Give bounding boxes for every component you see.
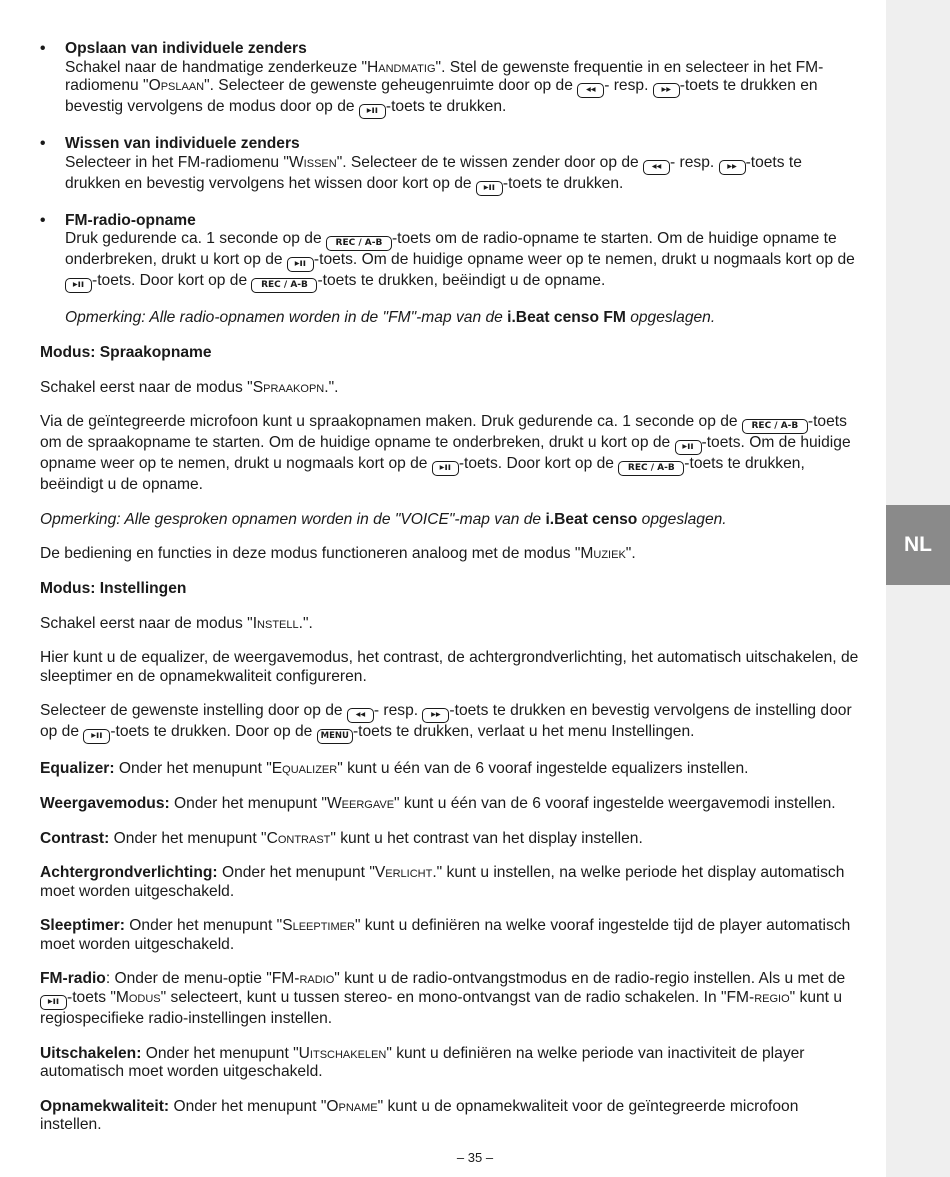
paragraph: Hier kunt u de equalizer, de weergavemodus, het contrast, de achtergrondverlichting, het automatisch uitschakelen, de sleeptimer en de opnamekwaliteit configureren. xyxy=(40,649,859,685)
page-content xyxy=(40,40,860,1151)
text: " kunt u definiëren na welke vooraf ingestelde tijd de player automatisch moet worden uitgeschakeld. xyxy=(40,917,851,953)
text: " kunt u de opnamekwaliteit voor de geïntegreerde microfoon instellen. xyxy=(40,1097,799,1134)
menu-term: Modus xyxy=(115,989,161,1007)
play-pause-button-icon: ▸ıı xyxy=(287,257,314,272)
sidebar-strip xyxy=(886,0,950,1177)
text: -toets om de spraakopname te starten. Om de huidige opname te onderbreken, drukt u kort op de xyxy=(40,413,847,452)
text: Selecteer in het FM-radiomenu " xyxy=(65,153,289,171)
text: -toets te drukken, beëindigt u de opname. xyxy=(317,272,606,290)
setting-equalizer xyxy=(40,760,860,779)
text: Onder het menupunt " xyxy=(114,760,272,778)
text: ". Selecteer de te wissen zender door op de xyxy=(336,153,644,171)
setting-sleeptimer xyxy=(40,917,860,954)
menu-term: Handmatig xyxy=(367,58,436,76)
text: Onder het menupunt " xyxy=(109,829,267,847)
paragraph xyxy=(40,379,860,398)
bullet-save-stations xyxy=(40,40,860,119)
menu-term: Muziek xyxy=(580,545,626,563)
heading-settings xyxy=(40,580,860,599)
setting-label: Contrast: xyxy=(40,829,110,847)
text: -toets te drukken. xyxy=(385,98,507,116)
text: - resp. xyxy=(670,153,719,171)
menu-term: Instell. xyxy=(252,614,303,632)
setting-label: Uitschakelen: xyxy=(40,1044,142,1062)
setting-display-mode xyxy=(40,795,860,814)
menu-term: Verlicht. xyxy=(374,864,437,882)
setting-label: Opnamekwaliteit: xyxy=(40,1097,170,1115)
text: -toets te drukken. xyxy=(502,174,624,192)
text: Via de geïntegreerde microfoon kunt u spraakopnamen maken. Druk gedurende ca. 1 seconde op de xyxy=(40,413,742,431)
text: " kunt u instellen, na welke periode het display automatisch moet worden uitgeschakeld. xyxy=(40,864,845,900)
text: " kunt u één van de 6 vooraf ingestelde equalizers instellen. xyxy=(337,760,749,778)
text: -toets. Om de huidige opname weer op te nemen, drukt u nogmaals kort op de xyxy=(313,251,855,269)
text: -toets om de radio-opname te starten. Om de huidige opname te onderbreken, drukt u kort op de xyxy=(65,230,837,269)
text: " kunt u definiëren na welke periode van inactiviteit de player automatisch moet worden uitgeschakeld. xyxy=(40,1044,805,1081)
text: -toets. Door kort op de xyxy=(92,272,252,290)
bullet-dot: • xyxy=(40,135,46,153)
paragraph xyxy=(40,545,860,564)
setting-label: Sleeptimer: xyxy=(40,917,125,935)
fast-forward-button-icon: ▸▸ xyxy=(719,160,746,175)
text: - resp. xyxy=(604,77,653,95)
rec-ab-button-icon: REC / A-B xyxy=(618,461,684,476)
text: " kunt u de radio-ontvangstmodus en de radio-regio instellen. Als u met de xyxy=(334,970,846,988)
menu-term: Wissen xyxy=(288,153,337,171)
setting-label: FM-radio xyxy=(40,970,106,988)
section-title: Modus: Spraakopname xyxy=(40,343,212,361)
text: ". Selecteer de gewenste geheugenruimte door op de xyxy=(204,77,578,95)
text: -toets te drukken, beëindigt u de opname. xyxy=(40,455,805,494)
text: Onder het menupunt " xyxy=(141,1044,299,1062)
setting-label: Equalizer: xyxy=(40,760,115,778)
language-tab xyxy=(886,505,950,585)
text: -toets " xyxy=(67,989,116,1007)
rewind-button-icon: ◂◂ xyxy=(577,83,604,98)
heading-speech xyxy=(40,344,860,363)
section-title: Modus: Instellingen xyxy=(40,579,187,597)
bullet-title: FM-radio-opname xyxy=(65,211,196,229)
menu-term: radio xyxy=(299,970,335,988)
menu-term: regio xyxy=(754,989,790,1007)
bullet-title: Wissen van individuele zenders xyxy=(65,135,300,153)
text: -toets te drukken en bevestig vervolgens de instelling door op de xyxy=(40,702,852,741)
text: opgeslagen. xyxy=(637,510,727,528)
menu-button-icon: MENU xyxy=(317,729,353,744)
play-pause-button-icon: ▸ıı xyxy=(359,104,386,119)
text: " kunt u één van de 6 vooraf ingestelde weergavemodi instellen. xyxy=(394,794,836,812)
bullet-dot: • xyxy=(40,40,46,57)
text: " kunt u regiospecifieke radio-instellingen instellen. xyxy=(40,989,843,1028)
text: Schakel eerst naar de modus " xyxy=(40,378,253,396)
fast-forward-button-icon: ▸▸ xyxy=(653,83,680,98)
menu-term: Contrast xyxy=(266,829,331,847)
note-voice xyxy=(40,511,860,530)
setting-label: Achtergrondverlichting: xyxy=(40,864,218,882)
setting-auto-off xyxy=(40,1045,860,1082)
text: Onder het menupunt " xyxy=(217,864,375,882)
menu-term: Uitschakelen xyxy=(298,1044,387,1062)
rec-ab-button-icon: REC / A-B xyxy=(742,419,808,434)
setting-contrast xyxy=(40,830,860,849)
text: Schakel naar de handmatige zenderkeuze " xyxy=(65,58,368,76)
bullet-dot: • xyxy=(40,211,46,229)
text: opgeslagen. xyxy=(625,309,716,327)
fast-forward-button-icon: ▸▸ xyxy=(422,708,449,723)
text: : Onder de menu-optie "FM- xyxy=(105,970,300,988)
rec-ab-button-icon: REC / A-B xyxy=(326,236,392,251)
setting-label: Weergavemodus: xyxy=(40,794,170,812)
text: -toets te drukken en bevestig vervolgens het wissen door kort op de xyxy=(65,153,802,192)
text: -toets te drukken en bevestig vervolgens de modus door op de xyxy=(65,77,818,116)
play-pause-button-icon: ▸ıı xyxy=(476,181,503,196)
text: Selecteer de gewenste instelling door op de xyxy=(40,702,347,720)
menu-term: Equalizer xyxy=(271,760,338,778)
text: " kunt u het contrast van het display instellen. xyxy=(330,829,643,847)
setting-record-quality xyxy=(40,1098,860,1135)
note-fm xyxy=(65,309,860,328)
page-number: – 35 – xyxy=(456,1150,494,1165)
play-pause-button-icon: ▸ıı xyxy=(675,440,702,455)
menu-term: Spraakopn. xyxy=(252,378,329,396)
paragraph xyxy=(40,702,860,744)
bullet-fm-recording xyxy=(40,212,860,328)
rewind-button-icon: ◂◂ xyxy=(643,160,670,175)
paragraph xyxy=(40,615,860,634)
text: - resp. xyxy=(373,702,423,720)
menu-term: Opname xyxy=(326,1097,378,1115)
play-pause-button-icon: ▸ıı xyxy=(83,729,110,744)
text: ". xyxy=(625,545,636,563)
bullet-title: Opslaan van individuele zenders xyxy=(65,40,307,57)
product-name: i.Beat censo xyxy=(545,510,638,528)
text: Druk gedurende ca. 1 seconde op de xyxy=(65,230,326,248)
text: De bediening en functies in deze modus functioneren analoog met de modus " xyxy=(40,545,581,563)
paragraph xyxy=(40,413,860,495)
rec-ab-button-icon: REC / A-B xyxy=(251,278,317,293)
menu-term: Weergave xyxy=(326,794,395,812)
text: ". xyxy=(328,378,339,396)
play-pause-button-icon: ▸ıı xyxy=(40,995,67,1010)
text: -toets. Door kort op de xyxy=(458,455,619,473)
text: ". Stel de gewenste frequentie in en selecteer in het FM-radiomenu " xyxy=(65,58,824,95)
text: ". xyxy=(302,614,313,632)
language-tab-label: NL xyxy=(904,533,932,556)
text: Opmerking: Alle gesproken opnamen worden in de "VOICE"-map van de xyxy=(40,510,546,528)
text: Schakel eerst naar de modus " xyxy=(40,614,253,632)
setting-fm-radio xyxy=(40,970,860,1028)
text: Opmerking: Alle radio-opnamen worden in de "FM"-map van de xyxy=(65,309,508,327)
rewind-button-icon: ◂◂ xyxy=(347,708,374,723)
text: Onder het menupunt " xyxy=(169,1097,327,1115)
text: Onder het menupunt " xyxy=(169,794,327,812)
menu-term: Sleeptimer xyxy=(282,917,355,935)
menu-term: Opslaan xyxy=(148,77,205,95)
play-pause-button-icon: ▸ıı xyxy=(65,278,92,293)
product-name: i.Beat censo FM xyxy=(507,309,626,327)
bullet-delete-stations xyxy=(40,135,860,196)
play-pause-button-icon: ▸ıı xyxy=(432,461,459,476)
text: -toets. Om de huidige opname weer op te nemen, drukt u nogmaals kort op de xyxy=(40,434,851,473)
text: -toets te drukken, verlaat u het menu Instellingen. xyxy=(352,723,695,741)
text: -toets te drukken. Door op de xyxy=(110,723,317,741)
text: " selecteert, kunt u tussen stereo- en mono-ontvangst van de radio schakelen. In "FM- xyxy=(160,989,755,1007)
setting-backlight xyxy=(40,864,860,901)
text: Onder het menupunt " xyxy=(124,917,283,935)
